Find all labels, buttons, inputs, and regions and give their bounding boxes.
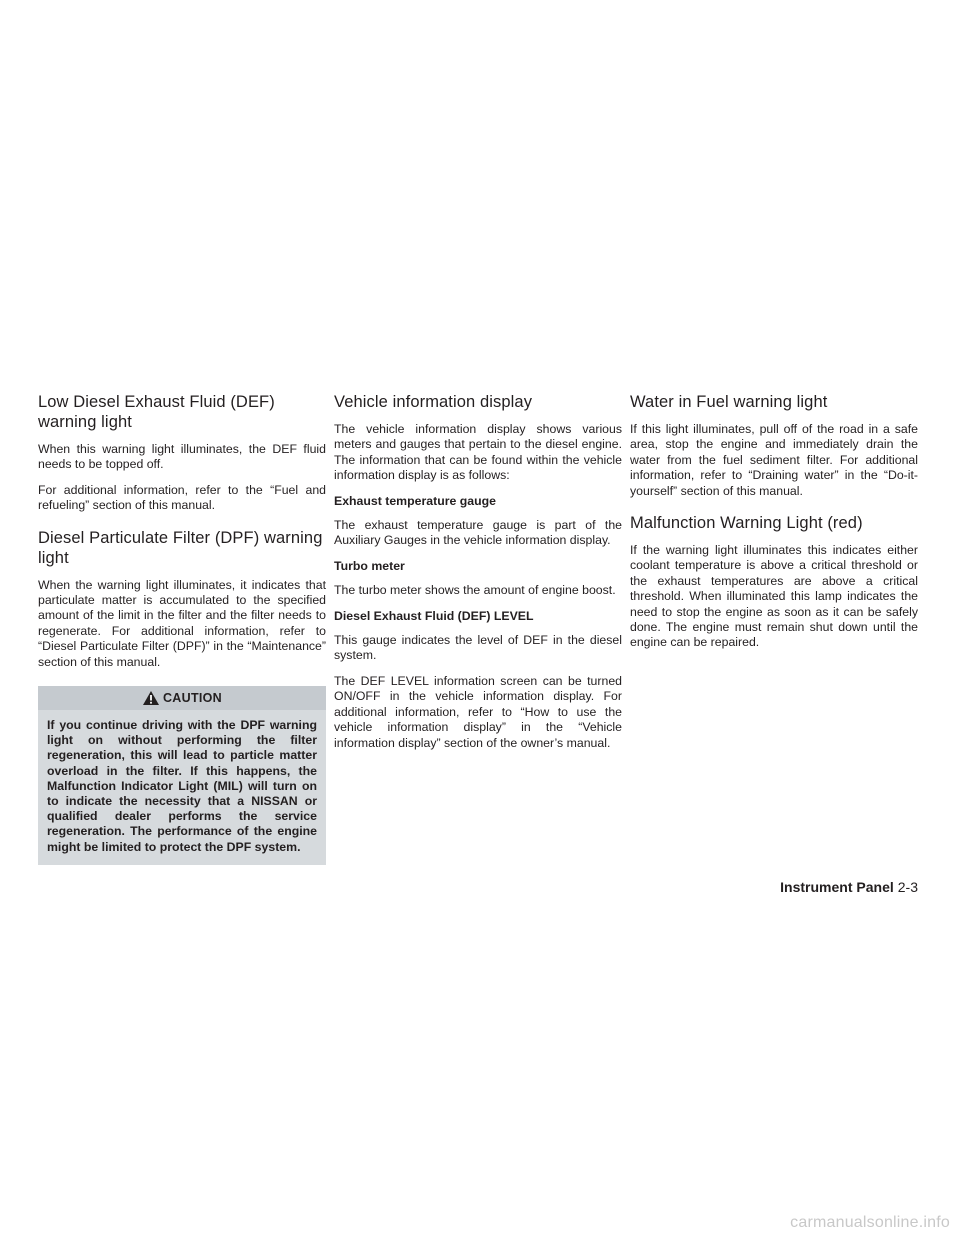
subheading-turbo-meter: Turbo meter [334, 558, 405, 573]
paragraph: The DEF LEVEL information screen can be turned ON/OFF in the vehicle information display. For additional information, refer to “How to use the vehicle information display” in the “Vehicle information display” section of the owner’s manual. [334, 673, 622, 750]
page-footer [780, 879, 918, 895]
paragraph: The vehicle information display shows various meters and gauges that pertain to the diesel engine. The information that can be found within the vehicle information display is as follows: [334, 422, 622, 483]
column-left [38, 392, 326, 865]
caution-text: If you continue driving with the DPF warning light on without performing the filter regeneration, this will lead to particle matter overload in the filter. If this happens, the Malfunction Indicator Light (MIL) will turn on to indicate the necessity that a NISSAN or qualified dealer performs the service regeneration. The performance of the engine might be limited to protect the DPF system. [47, 718, 317, 854]
paragraph: For additional information, refer to the “Fuel and refueling” section of this manual. [38, 482, 326, 513]
subheading-def-level: Diesel Exhaust Fluid (DEF) LEVEL [334, 608, 534, 623]
warning-triangle-icon [142, 690, 160, 706]
column-middle [334, 392, 622, 761]
paragraph: The turbo meter shows the amount of engine boost. [334, 583, 616, 598]
paragraph: If the warning light illuminates this indicates either coolant temperature is above a critical threshold or the exhaust temperatures are above a critical threshold. When illuminated this lamp indicates the need to stop the engine as soon as it can be safely done. The engine must remain shut down until the engine can be repaired. [630, 543, 918, 650]
column-right [630, 392, 918, 661]
heading-low-def-warning: Low Diesel Exhaust Fluid (DEF) warning light [38, 393, 275, 431]
subheading-exhaust-temp-gauge: Exhaust temperature gauge [334, 493, 496, 508]
paragraph: The exhaust temperature gauge is part of the Auxiliary Gauges in the vehicle information display. [334, 518, 622, 548]
caution-box [38, 686, 326, 865]
heading-dpf-warning: Diesel Particulate Filter (DPF) warning light [38, 528, 323, 567]
watermark: carmanualsonline.info [790, 1214, 950, 1231]
caution-header [38, 686, 326, 710]
footer-section-title: Instrument Panel [780, 879, 894, 895]
caution-label: CAUTION [162, 691, 223, 706]
paragraph: When the warning light illuminates, it indicates that particulate matter is accumulated to the specified amount of the limit in the filter and the filter needs to regenerate. For additional information, refer to “Diesel Particulate Filter (DPF)” in the “Maintenance” section of this manual. [38, 577, 326, 669]
heading-water-in-fuel: Water in Fuel warning light [630, 393, 828, 411]
heading-malfunction-warning: Malfunction Warning Light (red) [630, 514, 863, 533]
paragraph: If this light illuminates, pull off of the road in a safe area, stop the engine and immediately drain the water from the fuel sediment filter. For additional information, refer to “Draining water” in the “Do-it-yourself” section of this manual. [630, 422, 918, 498]
page-number: 2-3 [897, 879, 918, 895]
paragraph: When this warning light illuminates, the DEF fluid needs to be topped off. [38, 442, 326, 472]
heading-vehicle-info-display: Vehicle information display [334, 393, 533, 411]
paragraph: This gauge indicates the level of DEF in the diesel system. [334, 633, 622, 663]
